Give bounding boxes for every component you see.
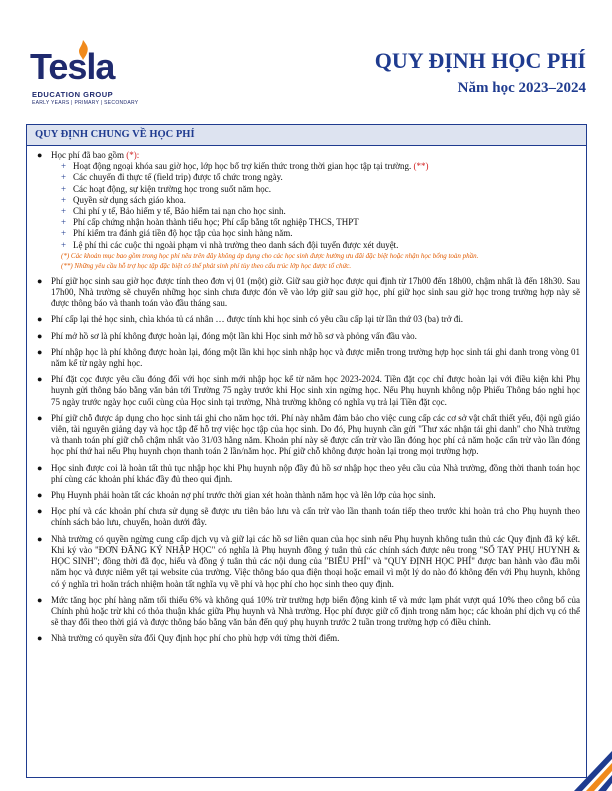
sub-item: + Các hoạt động, sự kiện trường học trong suốt năm học. [61, 183, 271, 194]
sub-item: + Quyền sử dụng sách giáo khoa. [61, 194, 186, 205]
bullet-icon: ● [37, 330, 43, 341]
list-item: ● Phí giữ chỗ được áp dụng cho học sinh tái ghi cho năm học tới. Phí này nhằm đảm bảo cho việc cung cấp các cơ sở vật chất thiết yếu, đội ngũ giáo viên, tài nguyên giảng dạy và học tập để hỗ trợ việc học tập của học sinh. Do đó, Phụ huynh cần gửi "Thư xác nhận tái ghi danh" cho Nhà trường và thanh toán phí giữ chỗ chậm nhất vào 31/03 hằng năm. Khoản phí này sẽ được cấn trừ vào lần đóng học phí cả năm hoặc cấn trừ vào lần đóng học phí thứ hai nếu Phụ huynh chọn thanh toán 2 lần/năm học. Phí giữ chỗ không được hoàn lại trong mọi trường hợp. [37, 412, 580, 457]
list-item: ● Phí mở hồ sơ là phí không được hoàn lại, đóng một lần khi Học sinh mở hồ sơ và phỏng vấn đầu vào. [37, 330, 417, 341]
bullet-icon: ● [37, 275, 43, 286]
sub-item: + Các chuyến đi thực tế (field trip) được tổ chức trong ngày. [61, 172, 283, 183]
sub-item: + Phí kiểm tra đánh giá tiền độ học tập của học sinh hàng năm. [61, 228, 293, 239]
bullet-icon: ● [37, 594, 43, 605]
list-item [37, 150, 580, 271]
corner-stripes-icon [572, 741, 612, 791]
list-item: ● Phí nhập học là phí không được hoàn lại, đóng một lần khi học sinh nhập học và được miễn trong trường hợp học sinh tái ghi danh trong vòng 01 năm kể từ ngày nghỉ học. [37, 346, 580, 369]
bullet-icon: ● [37, 506, 43, 517]
bullet-icon: ● [37, 150, 43, 160]
bullet-icon: ● [37, 346, 43, 357]
plus-icon: + [61, 161, 67, 172]
bullet-icon: ● [37, 314, 43, 325]
sub-item: + Phí cấp chứng nhận hoàn thành tiểu học; Phí cấp bằng tốt nghiệp THCS, THPT [61, 217, 359, 228]
logo-levels: EARLY YEARS | PRIMARY | SECONDARY [32, 100, 139, 106]
item-lead-mark: (*): [126, 150, 140, 160]
plus-icon: + [61, 217, 67, 228]
sub-item: + Chi phí y tế, Bảo hiểm y tế, Bảo hiểm tai nạn cho học sinh. [61, 206, 286, 217]
bullet-icon: ● [37, 412, 43, 423]
bullet-icon: ● [37, 533, 43, 544]
section-heading: QUY ĐỊNH CHUNG VỀ HỌC PHÍ [27, 125, 586, 146]
bullet-icon: ● [37, 462, 43, 473]
tesla-logo [30, 40, 160, 110]
logo-group: EDUCATION GROUP [32, 90, 114, 99]
bullet-icon: ● [37, 490, 43, 501]
bullet-icon: ● [37, 633, 43, 644]
plus-icon: + [61, 194, 67, 205]
page-subtitle: Năm học 2023–2024 [457, 80, 586, 96]
footnote: (**) Những yêu cầu hỗ trợ học tập đặc biệt có thể phát sinh phí tùy theo cấu trúc lớp học được tổ chức. [61, 261, 352, 270]
bullet-icon: ● [37, 374, 43, 385]
included-list [51, 161, 580, 251]
plus-icon: + [61, 206, 67, 217]
item-lead: Học phí đã bao gồm [51, 150, 124, 160]
list-item: ● Phí cấp lại thẻ học sinh, chìa khóa tủ cá nhân … được tính khi học sinh có yêu cầu cấp lại từ lần thứ 03 (ba) trở đi. [37, 314, 464, 325]
logo-name: Tesla [30, 46, 115, 87]
plus-icon: + [61, 228, 67, 239]
list-item: ● Mức tăng học phí hàng năm tối thiểu 6% và không quá 10% trừ trường hợp biến động kinh tế và mức lạm phát vượt quá 10% theo công bố của Chính phủ hoặc trừ khi có thỏa thuận khác giữa Phụ huynh và Nhà trường. Học phí được giữ cố định trong năm học; các khoản phí dịch vụ có thể sẽ thay đổi theo thời giá và được thông báo bằng văn bản đến quý phụ huynh trước 2 tuần trong trường hợp có điều chỉnh. [37, 594, 580, 628]
list-item: ● Phí đặt cọc được yêu cầu đóng đối với học sinh mới nhập học kể từ năm học 2023-2024. Tiền đặt cọc chỉ được hoàn lại với điều kiện khi Phụ huynh gửi thông báo bằng văn bản tới Trường 75 ngày trước khi Học sinh xin ngừng học. Nếu Phụ huynh không nộp Phiếu Thông báo nghỉ học 75 ngày trước ngày học cuối cùng của Học sinh tại trường, Nhà trường không có nghĩa vụ trả lại Tiền đặt cọc. [37, 374, 580, 407]
policy-box [26, 124, 587, 778]
sub-item: + Lệ phí thi các cuộc thi ngoài phạm vi nhà trường theo danh sách đội tuyển được xét duyệt. [61, 239, 399, 250]
list-item: ● Học phí và các khoản phí chưa sử dụng sẽ được ưu tiên bảo lưu và cấn trừ vào lần thanh toán tiếp theo trước khi hoàn trả cho Phụ huynh theo chính sách bảo lưu, chuyển, hoàn dưới đây. [37, 506, 580, 528]
policy-content [27, 146, 586, 645]
list-item: ● Nhà trường có quyền ngừng cung cấp dịch vụ và giữ lại các hồ sơ liên quan của học sinh nếu Phụ huynh không tuân thủ các Quy định đã ký kết. Khi ký vào "ĐƠN ĐĂNG KÝ NHẬP HỌC" có nghĩa là Phụ huynh đồng ý tuân thủ các chính sách được nêu trong "SỔ TAY PHỤ HUYNH & HỌC SINH"; đồng thời đã đọc, hiểu và đồng ý tuân thủ các nội dung của "BIỂU PHÍ" và "QUY ĐỊNH HỌC PHÍ" được ban hành vào đầu mỗi năm học và được niêm yết tại website của trường. Việc thông báo qua điện thoại hoặc email vì một lý do nào đó không đến với Phụ huynh, không có ý nghĩa trì hoãn trách nhiệm hoàn tất nghĩa vụ về phí và học phí cho học sinh theo quy định. [37, 533, 580, 589]
plus-icon: + [61, 172, 67, 183]
plus-icon: + [61, 183, 67, 194]
plus-icon: + [61, 239, 67, 250]
footnote: (*) Các khoản mục bao gồm trong học phí nêu trên đây không áp dụng cho các học sinh được hưởng ưu đãi đặc biệt hoặc nhận học bổng toàn phần. [61, 251, 479, 260]
list-item: ● Phụ Huynh phải hoàn tất các khoản nợ phí trước thời gian xét hoàn thành năm học và lên lớp của học sinh. [37, 490, 436, 501]
list-item: ● Phí giữ học sinh sau giờ học được tính theo đơn vị 01 (một) giờ. Giữ sau giờ học được qui định từ 17h00 đến 18h00, chậm nhất là đến 18h30. Sau 17h00, Nhà trường sẽ chuyển những học sinh chưa được đón về vào lớp giữ sau giờ học, phí giữ học sinh sau giờ học trong trường hợp này sẽ được thông báo và thanh toán vào đầu tháng sau. [37, 275, 580, 309]
sub-item: + Hoạt động ngoại khóa sau giờ học, lớp học bổ trợ kiến thức trong thời gian học tập tại trường. (**) [61, 161, 429, 172]
list-item: ● Nhà trường có quyền sửa đổi Quy định học phí cho phù hợp với từng thời điểm. [37, 633, 340, 644]
page-title: QUY ĐỊNH HỌC PHÍ [374, 48, 586, 73]
list-item: ● Học sinh được coi là hoàn tất thủ tục nhập học khi Phụ huynh nộp đầy đủ hồ sơ nhập học theo yêu cầu của Nhà trường, đồng thời thanh toán học phí cùng các khoản phí khác đầy đủ theo qui định. [37, 462, 580, 484]
